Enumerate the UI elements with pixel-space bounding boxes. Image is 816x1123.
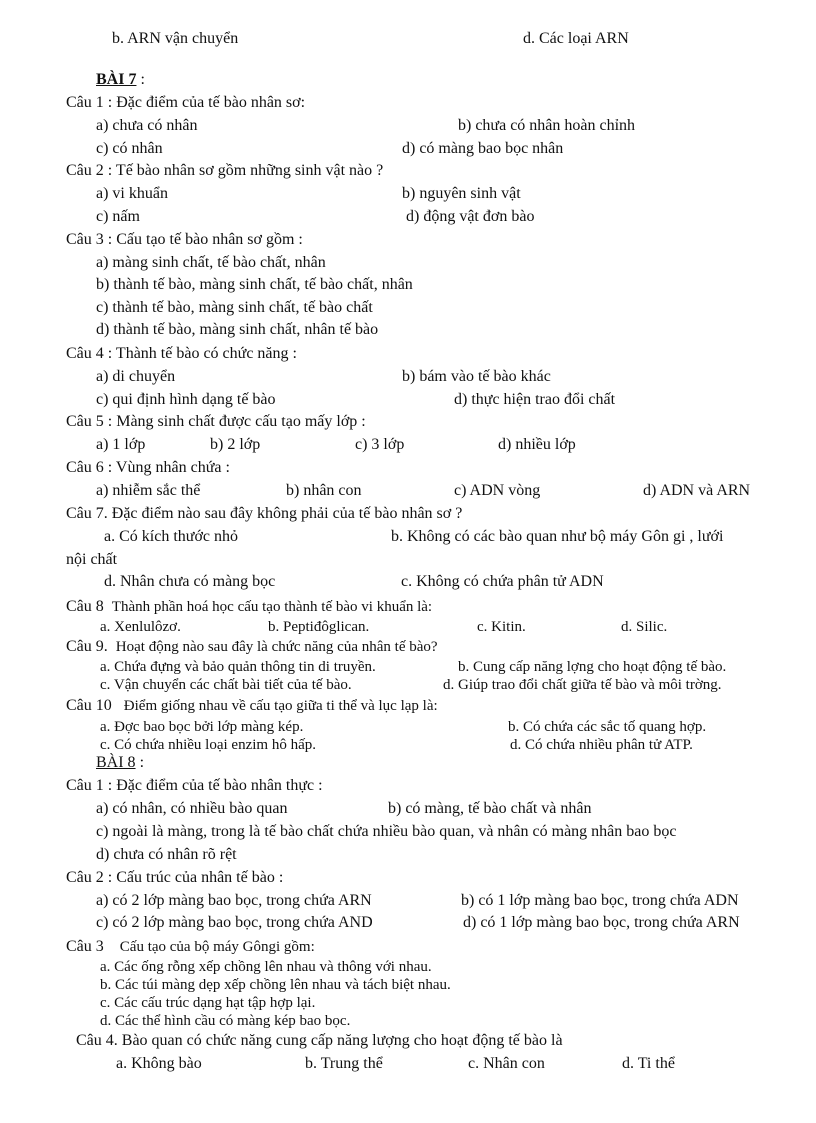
question-7: Câu 7. Đặc điểm nào sau đây không phải của tế bào nhân sơ ? — [66, 505, 463, 522]
question-8 — [66, 597, 432, 617]
option-c: c. Kitin. — [477, 619, 526, 635]
option-b: b) bám vào tế bào khác — [402, 368, 551, 385]
option-c: c) nấm — [96, 208, 140, 225]
option-a: a) có nhân, có nhiều bào quan — [96, 800, 288, 817]
option-d: d. Ti thể — [622, 1055, 675, 1072]
option-d: d. Các thể hình cầu có màng kép bao bọc. — [100, 1013, 351, 1029]
option-d: d. Giúp trao đổi chất giữa tế bào và môi trờng. — [443, 677, 722, 693]
question-text: Cấu tạo của bộ máy Gôngi gồm: — [119, 939, 315, 955]
option-a: a) 1 lớp — [96, 436, 146, 453]
section-heading-bai8: BÀI 8 : — [96, 754, 145, 771]
option-c: c) ngoài là màng, trong là tế bào chất chứa nhiều bào quan, và nhân có màng nhân bao bọc — [96, 823, 677, 840]
option-d: d) nhiều lớp — [498, 436, 576, 453]
question-number: Câu 3 — [66, 938, 104, 955]
option-a: a) nhiễm sắc thể — [96, 482, 201, 499]
option-c: c. Vận chuyển các chất bài tiết của tế bào. — [100, 677, 352, 693]
option-c: c. Nhân con — [468, 1055, 545, 1072]
option-b: b. Cung cấp năng lợng cho hoạt động tế bào. — [458, 659, 727, 675]
question-number: Câu 8 — [66, 598, 104, 615]
option-c: c) có nhân — [96, 140, 163, 157]
question-text: Thành phần hoá học cấu tạo thành tế bào vi khuẩn là: — [111, 599, 433, 615]
question-1: Câu 1 : Đặc điểm của tế bào nhân thực : — [66, 777, 323, 794]
option-c: c. Không có chứa phân tử ADN — [401, 573, 604, 590]
option-b: b) nhân con — [286, 482, 362, 499]
option-c: c) có 2 lớp màng bao bọc, trong chứa AND — [96, 914, 373, 931]
option-d: d) có màng bao bọc nhân — [402, 140, 564, 157]
option-d: d. Silic. — [621, 619, 668, 635]
question-3: Câu 3 : Cấu tạo tế bào nhân sơ gồm : — [66, 231, 303, 248]
option-d: d) ADN và ARN — [643, 482, 751, 499]
option-b: b) chưa có nhân hoàn chỉnh — [458, 117, 636, 134]
option-a: a) di chuyển — [96, 368, 176, 385]
option-a: a. Đợc bao bọc bởi lớp màng kép. — [100, 719, 304, 735]
question-text: Điểm giống nhau về cấu tạo giữa ti thể và lục lạp là: — [123, 698, 438, 714]
option-a: a. Có kích thước nhỏ — [104, 528, 238, 545]
option-a: a) vi khuẩn — [96, 185, 168, 202]
question-number: Câu 9. — [66, 638, 108, 655]
option-c: c. Có chứa nhiều loại enzim hô hấp. — [100, 737, 316, 753]
option-a: a. Không bào — [116, 1055, 202, 1072]
option-c: c) qui định hình dạng tế bào — [96, 391, 276, 408]
option-b: b. Trung thể — [305, 1055, 383, 1072]
question-text: Hoạt động nào sau đây là chức năng của nhân tế bào? — [115, 639, 438, 655]
option-a: a. Chứa đựng và bảo quản thông tin di truyền. — [100, 659, 376, 675]
question-2: Câu 2 : Cấu trúc của nhân tế bào : — [66, 869, 284, 886]
top-option-d: d. Các loại ARN — [523, 30, 629, 47]
option-c: c) 3 lớp — [355, 436, 405, 453]
question-5: Câu 5 : Màng sinh chất được cấu tạo mấy lớp : — [66, 413, 366, 430]
question-1: Câu 1 : Đặc điểm của tế bào nhân sơ: — [66, 94, 306, 111]
option-b: b) có 1 lớp màng bao bọc, trong chứa ADN — [461, 892, 739, 909]
question-9 — [66, 637, 438, 657]
top-option-b: b. ARN vận chuyển — [112, 30, 239, 47]
option-c: c. Các cấu trúc dạng hạt tập hợp lại. — [100, 995, 316, 1011]
option-d: d) thực hiện trao đổi chất — [454, 391, 616, 408]
question-3 — [66, 937, 315, 957]
option-d: d. Có chứa nhiều phân tử ATP. — [510, 737, 693, 753]
option-a: a) có 2 lớp màng bao bọc, trong chứa ARN — [96, 892, 372, 909]
option-d: d) có 1 lớp màng bao bọc, trong chứa ARN — [463, 914, 740, 931]
option-d: d. Nhân chưa có màng bọc — [104, 573, 276, 590]
option-b: b) có màng, tế bào chất và nhân — [388, 800, 592, 817]
option-b: b) 2 lớp — [210, 436, 261, 453]
option-b: b) thành tế bào, màng sinh chất, tế bào chất, nhân — [96, 276, 413, 293]
option-c: c) ADN vòng — [454, 482, 541, 499]
option-b: b. Các túi màng dẹp xếp chồng lên nhau và tách biệt nhau. — [100, 977, 451, 993]
question-number: Câu 10 — [66, 697, 112, 714]
question-10 — [66, 696, 438, 716]
question-6: Câu 6 : Vùng nhân chứa : — [66, 459, 230, 476]
option-b: b. Có chứa các sắc tố quang hợp. — [508, 719, 707, 735]
option-b: b. Không có các bào quan như bộ máy Gôn gi , lưới — [391, 528, 724, 545]
question-4: Câu 4. Bào quan có chức năng cung cấp năng lượng cho hoạt động tế bào là — [76, 1032, 563, 1049]
option-a: a) chưa có nhân — [96, 117, 198, 134]
option-a: a. Các ống rỗng xếp chồng lên nhau và thông với nhau. — [100, 959, 432, 975]
question-2: Câu 2 : Tế bào nhân sơ gồm những sinh vật nào ? — [66, 162, 384, 179]
option-b: b) nguyên sinh vật — [402, 185, 521, 202]
option-c: c) thành tế bào, màng sinh chất, tế bào chất — [96, 299, 373, 316]
option-d: d) chưa có nhân rõ rệt — [96, 846, 237, 863]
option-a: a) màng sinh chất, tế bào chất, nhân — [96, 254, 326, 271]
option-d: d) thành tế bào, màng sinh chất, nhân tế bào — [96, 321, 379, 338]
question-4: Câu 4 : Thành tế bào có chức năng : — [66, 345, 297, 362]
option-b: b. Peptiđôglican. — [268, 619, 370, 635]
section-heading-bai7: BÀI 7 : — [96, 71, 145, 88]
option-d: d) động vật đơn bào — [406, 208, 535, 225]
option-a: a. Xenlulôzơ. — [100, 619, 181, 635]
option-b-continued: nội chất — [66, 551, 118, 568]
